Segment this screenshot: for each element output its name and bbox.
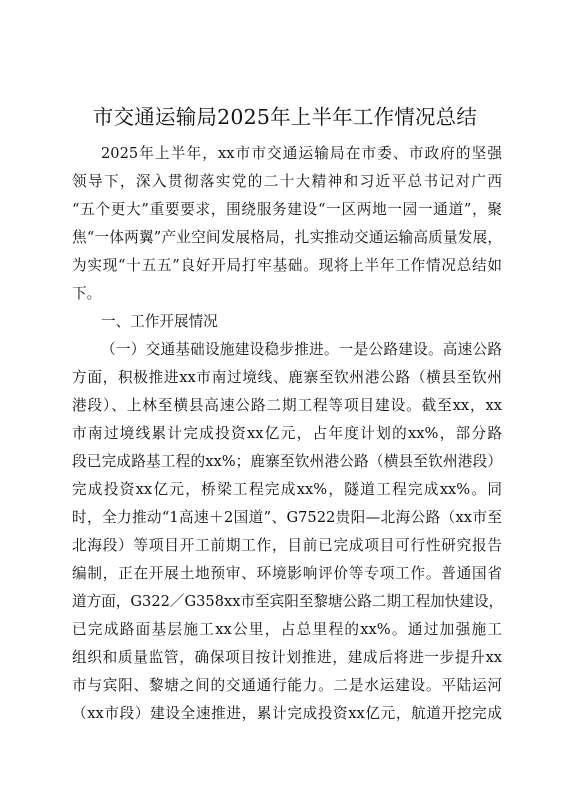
paragraph-line: 段已完成路基工程的xx%；鹿寨至钦州港公路（横县至钦州港段） — [72, 453, 502, 470]
paragraph-line: 下。 — [72, 285, 102, 302]
paragraph-line: 方面，积极推进xx市南过境线、鹿寨至钦州港公路（横县至钦州 — [72, 369, 502, 386]
paragraph-line: 组织和质量监管，确保项目按计划推进，建成后将进一步提升xx — [72, 649, 502, 666]
paragraph-line: “五个更大”重要要求，围绕服务建设“一区两地一园一通道”，聚 — [72, 201, 502, 218]
paragraph-line: 编制，正在开展土地预审、环境影响评价等专项工作。普通国省 — [72, 565, 502, 582]
paragraph-line: 北海段）等项目开工前期工作，目前已完成项目可行性研究报告 — [72, 537, 502, 554]
paragraph-line: 市与宾阳、黎塘之间的交通通行能力。二是水运建设。平陆运河 — [72, 677, 502, 694]
paragraph-line: 道方面，G322／G358xx市至宾阳至黎塘公路二期工程加快建设， — [72, 593, 504, 610]
paragraph-line: 港段）、上林至横县高速公路二期工程等项目建设。截至xx，xx — [72, 397, 502, 414]
paragraph-line: 为实现“十五五”良好开局打牢基础。现将上半年工作情况总结如 — [72, 257, 502, 274]
paragraph-line: 市南过境线累计完成投资xx亿元，占年度计划的xx%，部分路 — [72, 425, 502, 442]
document-title: 市交通运输局2025年上半年工作情况总结 — [92, 105, 478, 129]
paragraph-line: （xx市段）建设全速推进，累计完成投资xx亿元，航道开挖完成 — [72, 705, 502, 722]
paragraph-line: 领导下，深入贯彻落实党的二十大精神和习近平总书记对广西 — [72, 173, 502, 190]
paragraph-line: （一）交通基础设施建设稳步推进。一是公路建设。高速公路 — [101, 341, 502, 358]
paragraph-line: 时，全力推动“1高速＋2国道”、G7522贵阳—北海公路（xx市至 — [72, 509, 502, 526]
document-body — [72, 140, 502, 728]
paragraph-line: 2025年上半年，xx市市交通运输局在市委、市政府的坚强 — [101, 145, 502, 162]
section-heading: 一、工作开展情况 — [101, 313, 218, 330]
paragraph-line: 已完成路面基层施工xx公里，占总里程的xx%。通过加强施工 — [72, 621, 502, 638]
paragraph-line: 完成投资xx亿元，桥梁工程完成xx%，隧道工程完成xx%。同 — [72, 481, 502, 498]
paragraph-line: 焦“一体两翼”产业空间发展格局，扎实推动交通运输高质量发展， — [72, 229, 502, 246]
